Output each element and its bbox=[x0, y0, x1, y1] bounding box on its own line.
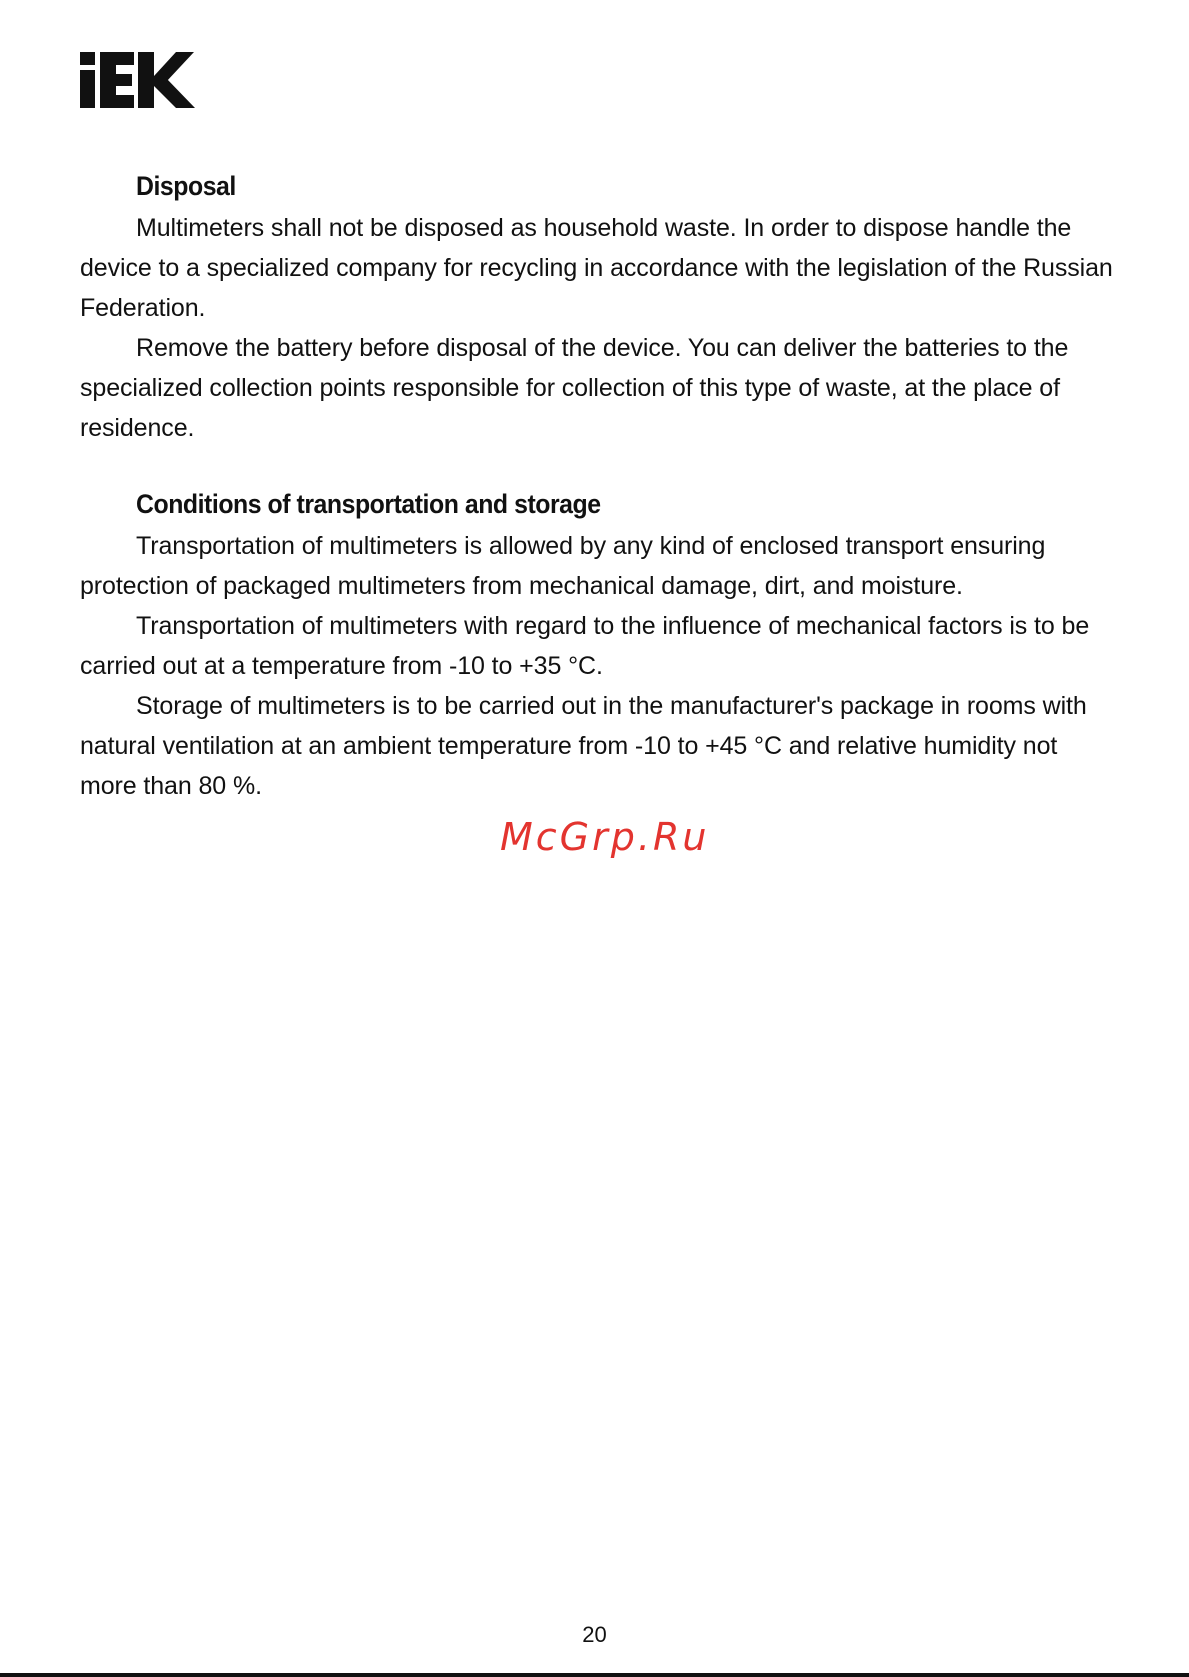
watermark: McGrp.Ru bbox=[500, 815, 710, 859]
document-body bbox=[80, 168, 1115, 806]
paragraph: Remove the battery before disposal of the device. You can deliver the batteries to the specialized collection points responsible for collection of this type of waste, at the place of residence. bbox=[80, 334, 1069, 442]
iek-logo bbox=[80, 52, 195, 108]
section-title: Disposal bbox=[136, 171, 236, 201]
paragraph: Storage of multimeters is to be carried out in the manufacturer's package in rooms with natural ventilation at an ambient temperature from -10 to +45 °C and relative humidity not more than 80 %. bbox=[80, 692, 1087, 800]
section-title: Conditions of transportation and storage bbox=[136, 489, 601, 519]
page-number: 20 bbox=[582, 1622, 607, 1647]
section-transport-storage bbox=[80, 486, 1115, 806]
paragraph: Transportation of multimeters is allowed by any kind of enclosed transport ensuring protection of packaged multimeters from mechanical damage, dirt, and moisture. bbox=[80, 532, 1046, 600]
paragraph: Multimeters shall not be disposed as household waste. In order to dispose handle the device to a specialized company for recycling in accordance with the legislation of the Russian Federation. bbox=[80, 214, 1113, 322]
paragraph: Transportation of multimeters with regard to the influence of mechanical factors is to be carried out at a temperature from -10 to +35 °C. bbox=[80, 612, 1090, 680]
bottom-divider bbox=[0, 1673, 1189, 1677]
section-disposal bbox=[80, 168, 1115, 448]
